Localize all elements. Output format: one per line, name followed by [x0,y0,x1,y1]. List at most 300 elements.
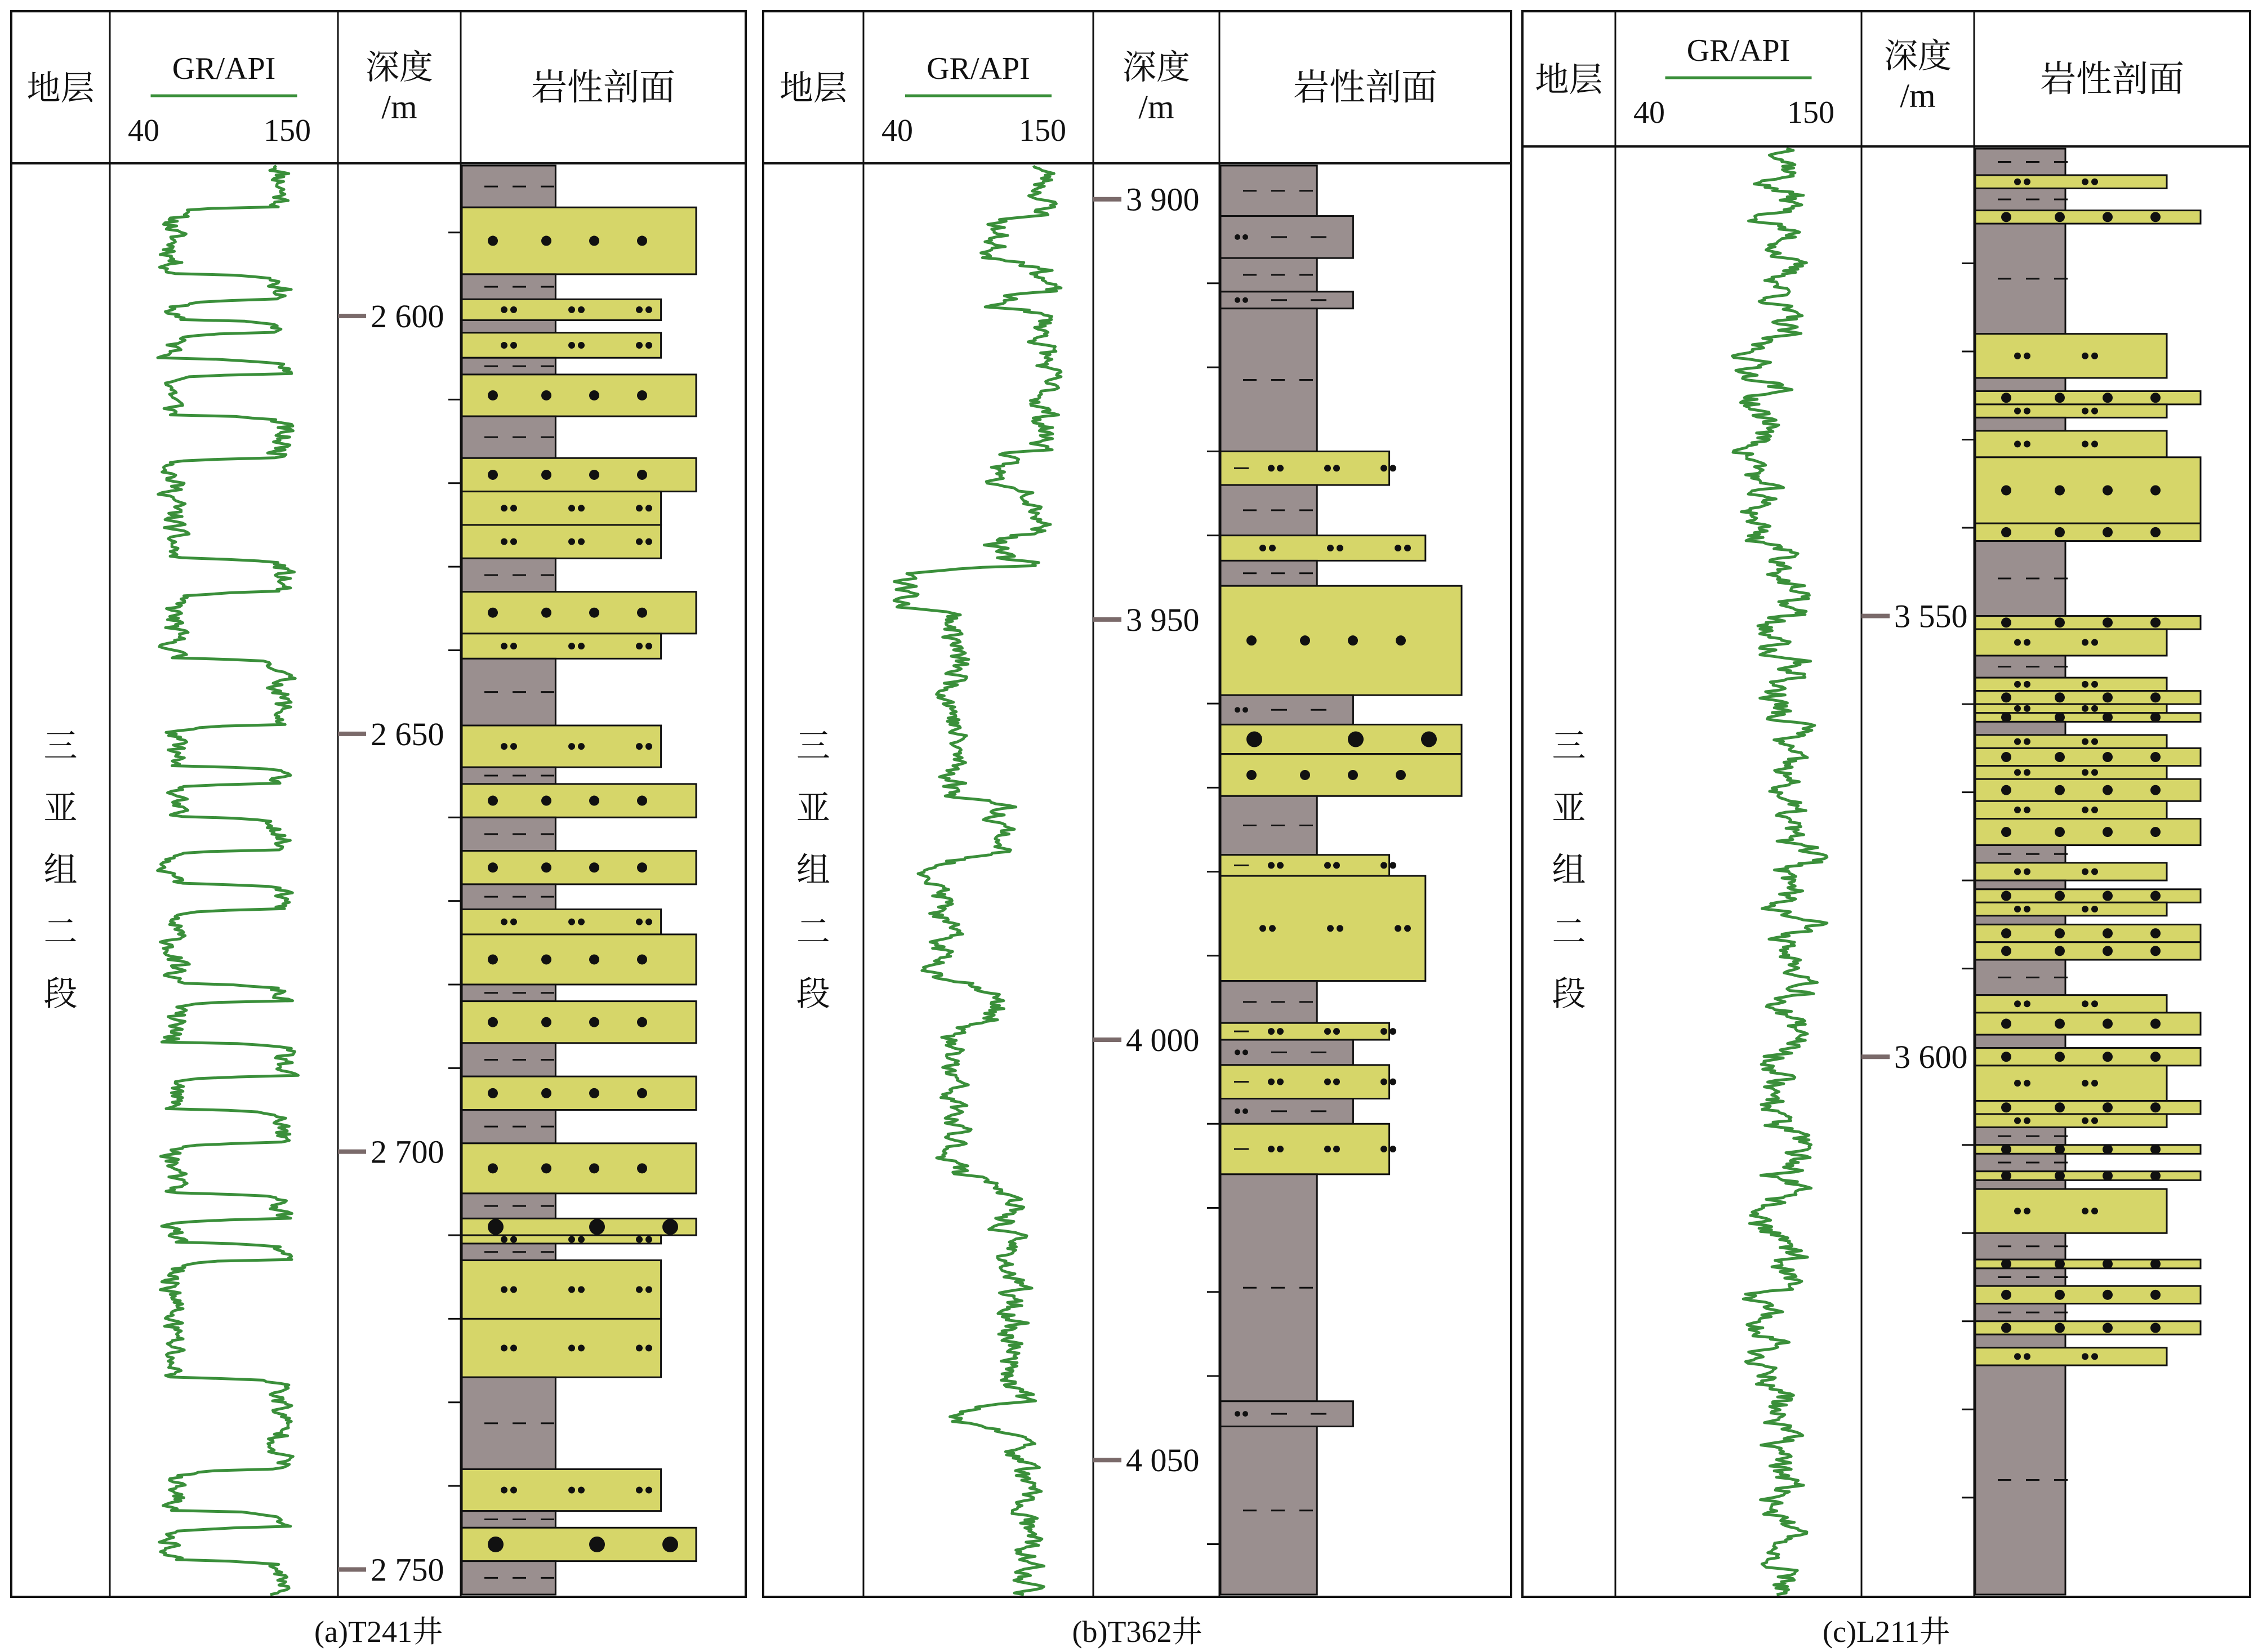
lithology-bed-sand [1975,704,2167,713]
lithology-bed-sand [1975,1259,2201,1269]
sand-dot [568,1286,575,1293]
sand-grain [488,236,498,246]
sand-dot [2091,869,2098,875]
strata-header: 地层 [780,70,847,107]
sand-dot [636,1344,643,1351]
bed-fill [1975,175,2167,188]
sand-grain [637,862,647,872]
sand-grain [2150,785,2161,795]
sand-dot [568,1487,575,1494]
sand-grain [2055,1323,2065,1333]
sand-dot [501,743,507,750]
sand-grain [637,390,647,400]
lithology-bed-sand [1975,902,2167,915]
lithology-bed-mud [462,985,555,1001]
sand-dot [645,1487,652,1494]
lithology-bed-sand [1975,678,2167,691]
lithology-bed-mud [1975,1233,2068,1259]
sand-grain [589,1017,599,1027]
lithology-bed-mud [462,558,555,591]
formation-char: 组 [43,852,78,889]
lithology-bed-sand [462,725,661,767]
sand-dot [645,643,652,649]
lithology-bed-sand [1975,1286,2201,1303]
sand-grain [488,796,498,806]
sand-dot [2082,1353,2088,1360]
sand-dot [1259,925,1266,932]
bed-fill [462,725,661,767]
sand-dot [1324,1079,1331,1085]
sand-dot [578,919,585,925]
depth-unit: /m [381,88,417,126]
sand-grain [541,470,551,480]
sand-grain [2055,785,2065,795]
sand-dot [2024,179,2030,185]
lithology-bed-mud [1975,1334,2065,1347]
depth-header: 深度 [1123,49,1190,86]
sand-dot [2091,1080,2098,1087]
lithology-bed-sand [1975,175,2167,188]
sand-dot [2024,705,2030,712]
sand-grain [589,390,599,400]
sand-dot [645,1286,652,1293]
sand-grain [2150,1145,2161,1155]
lithology-bed-mud [462,358,555,375]
sand-dot [501,643,507,649]
lithology-bed-mud [1975,149,2068,175]
bed-fill [1975,678,2167,691]
lithology-bed-sand [1975,523,2201,541]
depth-label: 3 550 [1894,598,1968,635]
lithology-bed-sand [1975,863,2167,880]
depth-label: 2 650 [371,715,444,752]
lithology-bed-mud [462,658,555,725]
lithology-bed-mud [462,1561,555,1595]
bed-fill [1975,845,2065,863]
sand-dot [2082,1000,2088,1007]
bed-fill [1975,960,2065,995]
sand-grain [488,470,498,480]
sand-grain [2001,527,2011,537]
sand-dot [2014,1117,2021,1124]
sand-dot [2091,639,2098,646]
sand-grain [541,796,551,806]
sand-dot [2014,807,2021,813]
sand-dot [578,1344,585,1351]
gr-scale-min: 40 [128,113,159,148]
lithology-bed-mud [462,1377,555,1469]
lithology-bed-sand [462,1076,696,1110]
sand-dot [578,342,585,349]
sand-dot [2082,906,2088,912]
lithology-bed-silt [1221,216,1353,259]
lithology-header: 岩性剖面 [1293,68,1437,108]
lithology-bed-mud [1975,188,2068,210]
formation-char: 亚 [1552,790,1586,827]
formation-char: 亚 [796,790,830,827]
sand-dot [2024,906,2030,912]
bed-fill [462,1235,661,1244]
formation-char: 二 [1552,914,1586,951]
sand-grain [637,608,647,618]
lithology-bed-mud [1975,1268,2068,1286]
sand-dot [2024,869,2030,875]
sand-dot [2091,1353,2098,1360]
gr-curve [894,166,1061,1595]
formation-char: 三 [1552,728,1586,765]
sand-dot [568,538,575,545]
bed-fill [462,299,661,320]
lithology-bed-sand [1975,889,2201,902]
lithology-bed-sand [1975,819,2201,845]
well-panel-c [1522,11,2250,1597]
lithology-bed-sand [1975,1013,2201,1035]
lithology-bed-sand [462,1469,661,1511]
lithology-bed-silt [1221,1099,1353,1124]
sand-dot [501,919,507,925]
sand-dot [2014,681,2021,688]
sand-grain [1348,635,1358,645]
sand-grain [589,1219,605,1235]
gr-title: GR/API [927,51,1030,86]
gr-scale-min: 40 [881,113,913,148]
sand-grain [637,1163,647,1173]
sand-grain [541,1017,551,1027]
sand-dot [1333,1079,1340,1085]
lithology-bed-mud [1975,916,2065,925]
lithology-bed-sand [462,1143,696,1194]
sand-dot [636,1236,643,1243]
sand-grain [589,470,599,480]
formation-char: 二 [43,914,78,951]
bed-fill [1975,629,2167,656]
sand-dot [2091,1208,2098,1214]
lithology-bed-sand [1975,391,2201,404]
sand-grain [2103,486,2113,496]
sand-dot [578,1487,585,1494]
sand-grain [488,1219,504,1235]
sand-grain [2103,212,2113,222]
sand-dot [2091,440,2098,447]
sand-dot [1268,465,1275,471]
lithology-bed-silt [1221,1401,1353,1427]
sand-dot [1380,1028,1387,1035]
sand-dot [568,919,575,925]
strata-header: 地层 [26,70,95,107]
sand-dot [510,643,517,649]
bed-fill [1975,656,2065,678]
silt-dot [1242,1108,1248,1114]
sand-grain [2001,891,2011,901]
sand-grain [2055,891,2065,901]
lithology-bed-mud [1975,722,2065,734]
panel-caption-c: (c)L211井 [1823,1615,1950,1649]
sand-dot [2091,906,2098,912]
lithology-bed-sand [462,1528,696,1561]
sand-dot [568,342,575,349]
lithology-bed-sand [462,207,696,274]
silt-dot [1242,707,1248,713]
sand-grain [2150,1259,2161,1269]
sand-dot [2082,738,2088,745]
sand-grain [2001,1102,2011,1112]
sand-dot [510,1344,517,1351]
sand-dot [2014,869,2021,875]
bed-fill [1975,417,2065,430]
sand-grain [2103,1145,2113,1155]
lithology-bed-sand [1975,748,2201,765]
sand-grain [541,862,551,872]
lithology-bed-mud [1221,166,1317,216]
sand-grain [2055,393,2065,403]
lithology-bed-sand [1975,942,2201,960]
bed-fill [1975,1268,2065,1286]
sand-dot [501,1286,507,1293]
formation-char: 二 [796,914,830,951]
sand-grain [2055,827,2065,837]
sand-dot [510,1487,517,1494]
sand-grain [2055,1052,2065,1062]
sand-dot [2024,769,2030,776]
sand-dot [2014,769,2021,776]
sand-dot [2014,1353,2021,1360]
sand-dot [2024,807,2030,813]
lithology-bed-sand [1975,1101,2201,1114]
sand-grain [2001,692,2011,702]
sand-dot [1268,1079,1275,1085]
lithology-bed-sand [462,375,696,416]
sand-grain [2055,212,2065,222]
silt-dot [1242,297,1248,303]
bed-fill [462,320,555,332]
lithology-bed-sand [1975,1048,2201,1066]
sand-grain [589,1088,599,1098]
sand-grain [2150,527,2161,537]
sand-dot [645,538,652,545]
sand-grain [1246,732,1262,747]
lithology-bed-mud [462,1110,555,1143]
sand-dot [501,1236,507,1243]
bed-fill [1975,188,2065,210]
sand-dot [2024,1353,2030,1360]
lithology-bed-mud [1975,1035,2065,1048]
sand-grain [1396,770,1406,780]
sand-dot [1333,1146,1340,1152]
sand-dot [1268,862,1275,869]
sand-grain [2001,617,2011,627]
sand-grain [2103,928,2113,938]
lithology-bed-sand [462,1235,661,1244]
sand-dot [636,919,643,925]
gr-scale-min: 40 [1633,95,1665,130]
lithology-bed-siltsand [1221,855,1396,876]
lithology-bed-sand [1975,924,2201,942]
bed-fill [1975,1303,2065,1321]
lithology-bed-sand [462,634,661,659]
lithology-bed-mud [1975,1127,2068,1145]
depth-header: 深度 [366,49,433,86]
bed-fill [1975,1180,2065,1189]
sand-grain [2055,692,2065,702]
sand-dot [2024,1208,2030,1214]
sand-dot [645,306,652,313]
sand-dot [2014,1208,2021,1214]
bed-fill [1975,1233,2065,1259]
bed-fill [1975,224,2065,334]
sand-dot [1395,545,1401,551]
sand-dot [636,538,643,545]
sand-grain [2001,1019,2011,1029]
sand-dot [2014,408,2021,415]
lithology-header: 岩性剖面 [2040,59,2184,99]
lithology-bed-mud [462,274,555,300]
depth-header: 深度 [1884,38,1952,75]
lithology-bed-mud [462,1244,555,1261]
sand-dot [501,1344,507,1351]
formation-char: 亚 [43,790,78,827]
depth-label: 3 950 [1126,601,1200,638]
lithology-bed-sand [1975,334,2167,378]
lithology-bed-sand [1975,629,2167,656]
sand-grain [2001,1323,2011,1333]
sand-dot [2024,1080,2030,1087]
sand-grain [2150,1019,2161,1029]
sand-grain [2055,1102,2065,1112]
bed-fill [1975,1365,2065,1595]
lithology-bed-siltsand [1221,1124,1396,1174]
sand-dot [2091,408,2098,415]
bed-fill [462,634,661,659]
sand-dot [1269,545,1276,551]
lithology-bed-siltsand [1221,451,1396,485]
lithology-bed-sand [462,934,696,985]
lithology-bed-mud [1975,1180,2065,1189]
sand-dot [2014,738,2021,745]
panel-caption-b: (b)T362井 [1072,1615,1203,1649]
lithology-bed-sand [1975,1066,2167,1101]
sand-grain [1421,732,1437,747]
sand-grain [541,390,551,400]
sand-dot [636,743,643,750]
sand-dot [510,1286,517,1293]
silt-dot [1235,707,1240,713]
bed-fill [1975,1348,2167,1365]
lithology-bed-sand [462,1001,696,1043]
lithology-bed-mud [1975,417,2065,430]
sand-grain [1300,635,1310,645]
formation-char: 组 [1552,852,1586,889]
sand-dot [1389,1146,1396,1152]
bed-fill [1975,766,2167,779]
sand-grain [2055,946,2065,956]
formation-char: 段 [43,976,78,1013]
sand-dot [2082,1080,2088,1087]
sand-grain [2103,1019,2113,1029]
sand-grain [2150,1290,2161,1300]
sand-dot [636,306,643,313]
sand-grain [2055,617,2065,627]
sand-dot [510,538,517,545]
bed-fill [462,1469,661,1511]
sand-dot [510,505,517,511]
sand-grain [2103,827,2113,837]
sand-grain [2103,1323,2113,1333]
sand-grain [2150,486,2161,496]
lithology-bed-sand [1221,586,1462,695]
sand-dot [568,643,575,649]
sand-dot [2024,681,2030,688]
lithology-bed-sand [462,333,661,358]
sand-dot [2014,1080,2021,1087]
bed-fill [1975,863,2167,880]
sand-grain [2103,393,2113,403]
bed-fill [1975,378,2065,391]
depth-label: 2 750 [371,1551,444,1588]
sand-grain [2103,1259,2113,1269]
gr-scale-max: 150 [1019,113,1066,148]
sand-dot [2024,440,2030,447]
lithology-bed-mud [462,1194,555,1219]
sand-grain [2103,617,2113,627]
lithology-bed-mud [462,166,555,207]
lithology-bed-sand [1221,754,1462,796]
sand-dot [636,1487,643,1494]
formation-char: 段 [1552,976,1586,1013]
bed-fill [1975,1066,2167,1101]
well-panel-a [11,11,746,1597]
bed-fill [462,1261,661,1319]
sand-grain [488,1088,498,1098]
sand-grain [2055,928,2065,938]
sand-dot [578,643,585,649]
lithology-bed-sand [462,784,696,817]
sand-dot [501,342,507,349]
sand-grain [637,796,647,806]
sand-dot [568,1236,575,1243]
bed-fill [1975,880,2065,889]
sand-grain [589,1537,605,1552]
lithology-bed-sand [1975,1348,2167,1365]
sand-grain [2150,713,2161,723]
bed-fill [1975,149,2065,175]
sand-dot [1324,1146,1331,1152]
sand-dot [1327,925,1334,932]
lithology-bed-sand [1975,1114,2167,1127]
depth-label: 2 600 [371,298,444,335]
sand-dot [2082,807,2088,813]
bed-fill [1975,995,2167,1013]
lithology-bed-mud [462,884,555,910]
sand-dot [1404,545,1411,551]
sand-dot [2091,1117,2098,1124]
lithology-bed-sand [462,1319,661,1377]
formation-char: 三 [43,728,78,765]
sand-dot [1259,545,1266,551]
sand-dot [510,342,517,349]
bed-fill [1975,722,2065,734]
lithology-bed-sand [462,458,696,491]
depth-unit: /m [1138,88,1174,126]
sand-dot [1380,1146,1387,1152]
bed-fill [462,1319,661,1377]
sand-dot [501,538,507,545]
lithology-bed-sand [1975,1321,2201,1334]
sand-grain [2001,1290,2011,1300]
gr-curve [1733,149,1827,1595]
sand-dot [2082,1208,2088,1214]
sand-grain [2150,752,2161,762]
sand-grain [2055,1019,2065,1029]
